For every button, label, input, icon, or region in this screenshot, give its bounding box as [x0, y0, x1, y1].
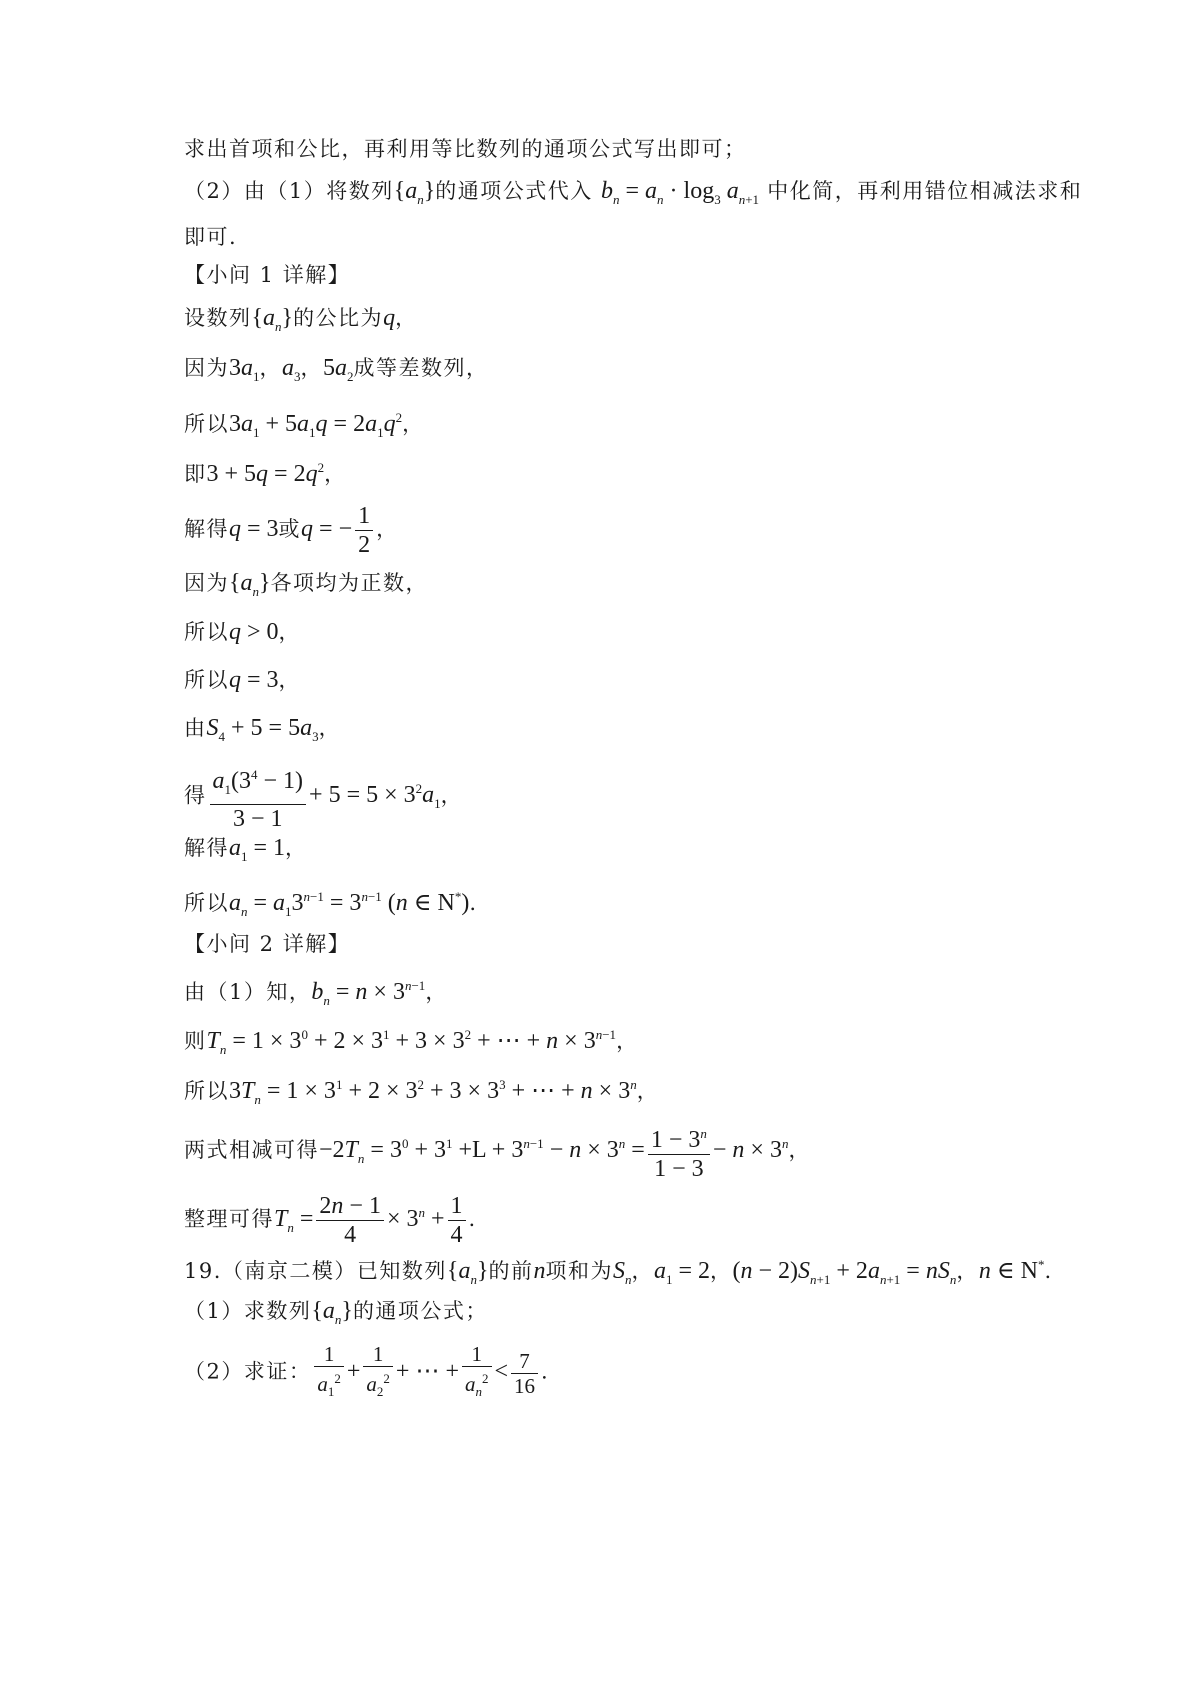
text-line: 设数列$\{a_n\}$的公比为q， — [184, 305, 418, 334]
text-line: 由（1）知，$b_n = n \times 3^{n-1}$， — [184, 978, 448, 1008]
text-line: 即可. — [184, 225, 238, 249]
text-line: 求出首项和公比，再利用等比数列的通项公式写出即可； — [184, 137, 747, 161]
text-line: 由$S_4 + 5 = 5a_3$， — [184, 715, 342, 744]
text-line: 两式相减可得$-2T_n = 3^0 + 3^1 +L + 3^{n-1} - n \times 3^n$ = $\frac{1 - 3^n}{1 - 3}$ − $n \times 3^n$， — [184, 1120, 811, 1183]
text-line: 所以q > 0， — [184, 619, 302, 645]
text-line: （1）求数列$\{a_n\}$的通项公式； — [184, 1298, 488, 1327]
text-line: 即$3 + 5q = 2q^2$， — [184, 460, 347, 487]
text-line: （2）由（1）将数列$\{a_n\}$的通项公式代入 $b_n = a_n \cdot \log_3 a_{n+1}$ 中化简，再利用错位相减法求和 — [184, 178, 1083, 207]
text-line: 解得q = 3或q = − $\frac{1}{2}$ ， — [184, 503, 399, 558]
text-line: 所以q = 3， — [184, 667, 302, 693]
text-line: 所以$3a_1 + 5a_1q = 2a_1q^2$， — [184, 410, 425, 440]
text-line: 得 $\frac{a_1(3^4 - 1)}{3 - 1}$ + $5 = 5 \times 3^2a_1$， — [184, 761, 463, 833]
text-line: 因为$\{a_n\}$各项均为正数， — [184, 570, 429, 599]
text-line: 所以$a_n = a_13^{n-1} = 3^{n-1}$ (n ∈ N*). — [184, 889, 478, 919]
section-heading: 【小问 1 详解】 — [184, 263, 351, 287]
text-line: 因为$3a_1$，$a_3$，$5a_2$成等差数列， — [184, 355, 489, 384]
text-line: 则$T_n = 1 \times 3^0 + 2 \times 3^1 + 3 \times 3^2$ + ⋯ + $n \times 3^{n-1}$， — [184, 1027, 639, 1057]
text-line: 所以$3T_n = 1 \times 3^1 + 2 \times 3^2 + 3 \times 3^3$ + ⋯ + $n \times 3^n$， — [184, 1077, 660, 1107]
section-heading: 【小问 2 详解】 — [184, 932, 351, 956]
problem-statement: 19.（南京二模）已知数列$\{a_n\}$的前n项和为$S_n$，$a_1 = 2$，$(n - 2)S_{n+1} + 2a_{n+1} = nS_n$，n ∈ N*. — [184, 1257, 1053, 1287]
text-line: 解得$a_1 = 1$， — [184, 835, 308, 864]
text-line: （2）求证： $\frac{1}{a_1^2}$ + $\frac{1}{a_2^2}$ + ⋯ + $\frac{1}{a_n^2}$ < $\frac{7}{16}$ . — [184, 1342, 550, 1400]
text-line: 整理可得$T_n$ = $\frac{2n - 1}{4}$ × $3^n$ + $\frac{1}{4}$ . — [184, 1193, 477, 1248]
